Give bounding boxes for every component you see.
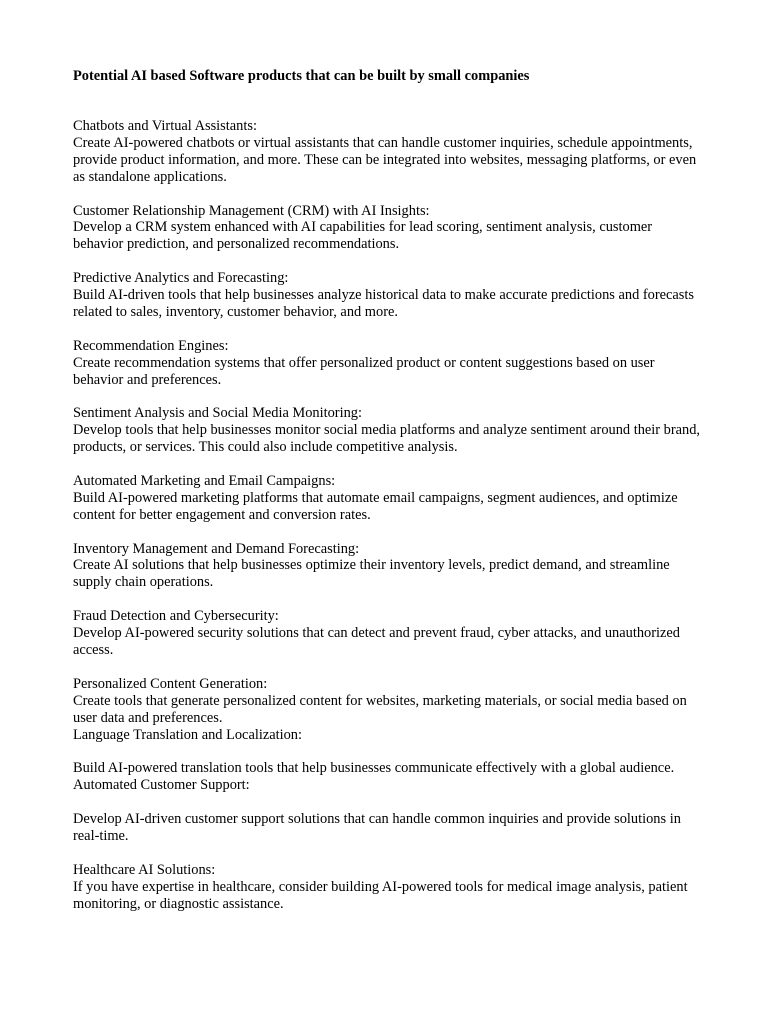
document-page	[73, 68, 703, 912]
section-body: Build AI-driven tools that help businesses analyze historical data to make accurate predictions and forecasts related to sales, inventory, customer behavior, and more.	[73, 287, 694, 320]
section-language-translation	[73, 727, 703, 778]
section-heading: Automated Customer Support:	[73, 777, 250, 794]
section-fraud-detection	[73, 608, 703, 659]
section-recommendation-engines	[73, 338, 703, 389]
section-heading: Fraud Detection and Cybersecurity:	[73, 608, 279, 625]
section-body: Develop a CRM system enhanced with AI capabilities for lead scoring, sentiment analysis, customer behavior prediction, and personalized recommendations.	[73, 219, 653, 253]
section-heading: Chatbots and Virtual Assistants:	[73, 118, 257, 134]
section-heading: Customer Relationship Management (CRM) with AI Insights:	[73, 202, 430, 219]
section-chatbots	[73, 118, 703, 186]
document-sections	[73, 118, 703, 912]
section-body: Build AI-powered translation tools that help businesses communicate effectively with a global audience.	[73, 760, 675, 777]
section-body: If you have expertise in healthcare, consider building AI-powered tools for medical image analysis, patient monitoring, or diagnostic assistance.	[73, 878, 688, 912]
section-heading: Recommendation Engines:	[73, 337, 229, 354]
document-title: Potential AI based Software products that can be built by small companies	[73, 68, 530, 84]
section-body: Create AI-powered chatbots or virtual assistants that can handle customer inquiries, schedule appointments, provide product information, and more. These can be integrated into websites, messaging platforms, or even as standalone applications.	[73, 134, 697, 185]
section-heading: Automated Marketing and Email Campaigns:	[73, 472, 336, 489]
section-crm	[73, 203, 703, 254]
section-heading: Personalized Content Generation:	[73, 675, 268, 692]
section-body: Create AI solutions that help businesses optimize their inventory levels, predict demand, and streamline supply chain operations.	[73, 557, 670, 591]
section-automated-marketing	[73, 473, 703, 524]
section-healthcare-ai	[73, 862, 703, 913]
section-body: Create recommendation systems that offer personalized product or content suggestions based on user behavior and preferences.	[73, 354, 655, 388]
section-body: Develop AI-powered security solutions that can detect and prevent fraud, cyber attacks, and unauthorized access.	[73, 625, 680, 658]
section-customer-support	[73, 777, 703, 845]
section-heading: Sentiment Analysis and Social Media Monitoring:	[73, 405, 362, 422]
section-body: Build AI-powered marketing platforms that automate email campaigns, segment audiences, and optimize content for better engagement and conversion rates.	[73, 489, 678, 523]
section-heading: Language Translation and Localization:	[73, 726, 302, 743]
section-heading: Inventory Management and Demand Forecasting:	[73, 540, 360, 557]
section-heading: Healthcare AI Solutions:	[73, 861, 216, 878]
section-predictive-analytics	[73, 270, 703, 321]
section-sentiment-analysis	[73, 405, 703, 456]
section-inventory-management	[73, 541, 703, 592]
section-heading: Predictive Analytics and Forecasting:	[73, 270, 289, 287]
section-personalized-content	[73, 676, 703, 727]
section-body: Develop tools that help businesses monitor social media platforms and analyze sentiment around their brand, products, or services. This could also include competitive analysis.	[73, 422, 701, 456]
section-body: Develop AI-driven customer support solutions that can handle common inquiries and provide solutions in real-time.	[73, 811, 681, 844]
section-body: Create tools that generate personalized content for websites, marketing materials, or social media based on user data and preferences.	[73, 692, 687, 726]
